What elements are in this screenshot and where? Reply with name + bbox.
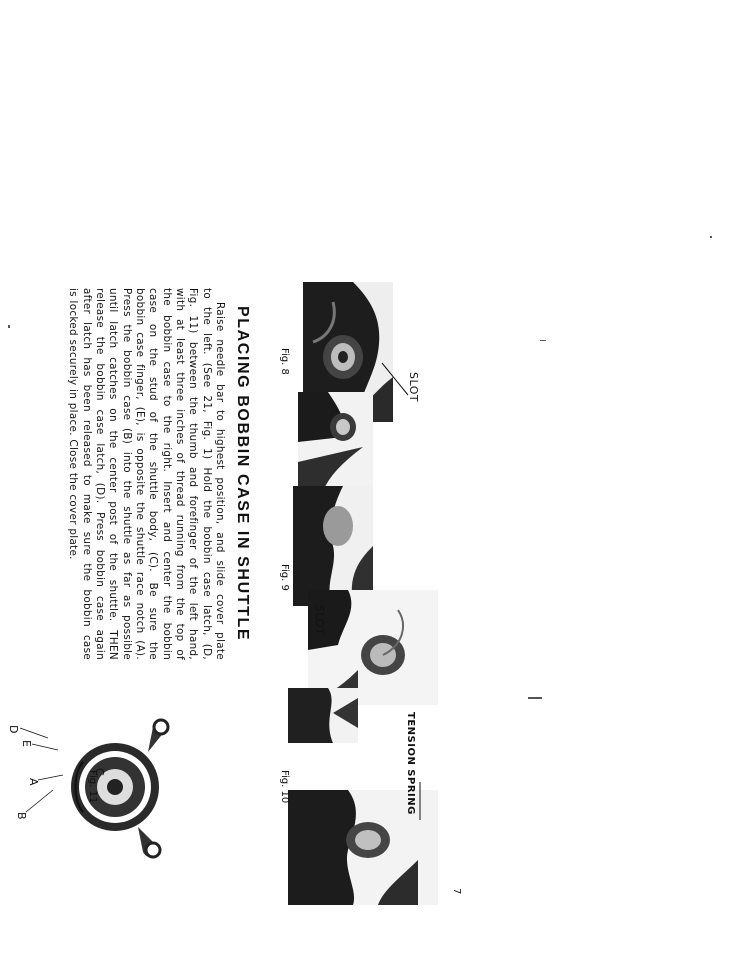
fig8-caption: Fig. 8 — [279, 348, 290, 375]
fig9-slot-label: SLOT — [313, 605, 326, 636]
scan-speck — [528, 697, 542, 699]
fig11-part-b: B — [15, 812, 28, 821]
instructions-paragraph — [66, 288, 226, 660]
fig8-leader-line — [372, 355, 412, 415]
fig11-part-d: D — [7, 725, 20, 734]
body-line: Fig. 11) between the thumb and forefinger of the left hand, — [187, 288, 200, 660]
body-line: release the bobbin case latch, (D). Press bobbin case again — [93, 288, 106, 660]
fig8-slot-label: SLOT — [407, 372, 420, 403]
scan-speck — [8, 325, 10, 328]
body-line: is locked securely in place. Close the cover plate. — [67, 288, 80, 560]
body-line: to the left. (See 21, Fig. 1) Hold the bobbin case latch, (D, — [200, 288, 213, 660]
fig9-caption: Fig. 9 — [279, 564, 290, 591]
page-number: 7 — [451, 888, 462, 895]
fig10-caption: Fig. 10 — [279, 770, 290, 804]
fig10-leader-line — [408, 782, 428, 822]
body-line: Raise needle bar to highest position, and slide cover plate — [214, 302, 226, 660]
fig10-tension-spring-label: TENSION SPRING — [405, 712, 416, 815]
fig11-caption: Fig. 11 — [87, 770, 98, 804]
body-line: with at least three inches of thread running from the top of — [173, 288, 186, 660]
body-line: Press the bobbin case (B) into the shuttle as far as possible — [120, 288, 133, 660]
fig11-leader-lines — [13, 720, 98, 820]
fig9-photo-left — [298, 392, 373, 492]
fig10-photo-left — [288, 688, 358, 743]
page-heading: PLACING BOBBIN CASE IN SHUTTLE — [234, 306, 251, 642]
fig11-part-c: C — [93, 768, 106, 777]
body-line: the bobbin case to the right. Insert and center the bobbin — [160, 288, 173, 660]
body-line: until latch catches on the center post of the shuttle. THEN — [107, 288, 120, 660]
scan-speck — [710, 236, 712, 238]
body-line: case on the stud of the shuttle body, (C). Be sure the — [147, 288, 160, 660]
body-line: after latch has been released to make sure the bobbin case — [80, 288, 93, 660]
fig11-part-e: E — [20, 740, 33, 748]
fig11-part-a: A — [27, 778, 40, 787]
body-line: bobbin case finger, (E), is opposite the shuttle race notch (A). — [133, 288, 146, 660]
scan-speck — [540, 340, 546, 341]
fig9-photo-right — [293, 486, 373, 606]
